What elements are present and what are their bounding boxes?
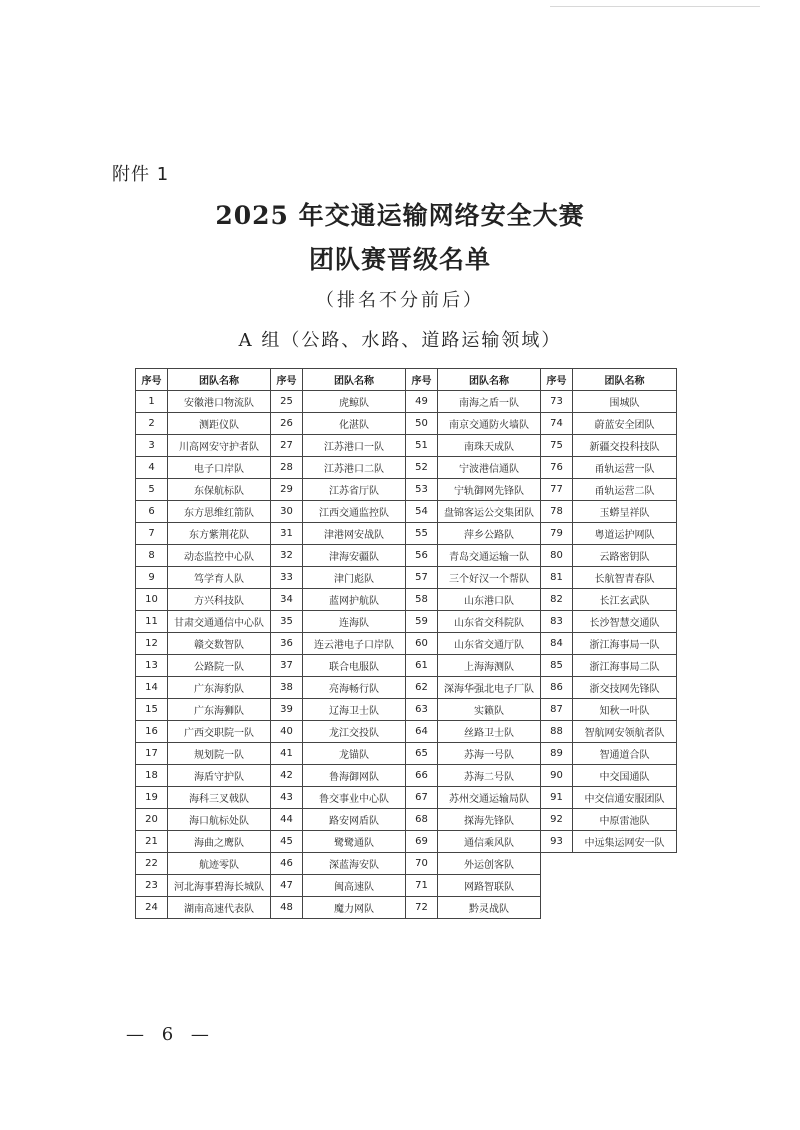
team-name: 实籁队 (438, 699, 541, 721)
team-number: 84 (541, 633, 573, 655)
team-number: 8 (136, 545, 168, 567)
header-team-name: 团队名称 (573, 369, 677, 391)
team-name: 南珠天成队 (438, 435, 541, 457)
team-name: 笃学育人队 (168, 567, 271, 589)
team-number: 24 (136, 897, 168, 919)
team-number: 17 (136, 743, 168, 765)
team-number: 60 (406, 633, 438, 655)
team-number: 73 (541, 391, 573, 413)
team-number: 43 (271, 787, 303, 809)
team-number: 50 (406, 413, 438, 435)
team-number: 54 (406, 501, 438, 523)
team-number: 25 (271, 391, 303, 413)
team-name: 江西交通监控队 (303, 501, 406, 523)
header-team-name: 团队名称 (303, 369, 406, 391)
team-number: 67 (406, 787, 438, 809)
team-number: 19 (136, 787, 168, 809)
team-name: 粤道运护网队 (573, 523, 677, 545)
team-name: 宁轨御网先锋队 (438, 479, 541, 501)
team-number: 53 (406, 479, 438, 501)
team-number: 13 (136, 655, 168, 677)
team-number: 38 (271, 677, 303, 699)
team-name: 电子口岸队 (168, 457, 271, 479)
team-name: 苏海二号队 (438, 765, 541, 787)
team-name: 龙江交投队 (303, 721, 406, 743)
team-number: 44 (271, 809, 303, 831)
group-heading: A 组（公路、水路、道路运输领域） (238, 330, 562, 351)
team-name: 连海队 (303, 611, 406, 633)
team-number: 7 (136, 523, 168, 545)
team-number: 74 (541, 413, 573, 435)
team-number: 45 (271, 831, 303, 853)
team-name: 浙交技网先锋队 (573, 677, 677, 699)
team-number: 30 (271, 501, 303, 523)
header-team-name: 团队名称 (168, 369, 271, 391)
team-name: 智通道合队 (573, 743, 677, 765)
table-row (136, 677, 677, 699)
team-name: 海科三叉戟队 (168, 787, 271, 809)
team-name: 山东省交通厅队 (438, 633, 541, 655)
team-number: 76 (541, 457, 573, 479)
team-number: 68 (406, 809, 438, 831)
team-number: 34 (271, 589, 303, 611)
team-number: 31 (271, 523, 303, 545)
team-name: 云路密钥队 (573, 545, 677, 567)
team-number: 52 (406, 457, 438, 479)
team-name: 津港网安战队 (303, 523, 406, 545)
team-number: 3 (136, 435, 168, 457)
team-name: 动态监控中心队 (168, 545, 271, 567)
team-number: 70 (406, 853, 438, 875)
team-number: 22 (136, 853, 168, 875)
team-number: 37 (271, 655, 303, 677)
team-number: 23 (136, 875, 168, 897)
team-table-wrapper (135, 368, 677, 919)
team-number: 63 (406, 699, 438, 721)
team-number: 58 (406, 589, 438, 611)
team-number: 72 (406, 897, 438, 919)
empty-cell (541, 853, 677, 875)
team-name: 海盾守护队 (168, 765, 271, 787)
team-number: 49 (406, 391, 438, 413)
team-number: 40 (271, 721, 303, 743)
team-number: 77 (541, 479, 573, 501)
team-number: 59 (406, 611, 438, 633)
team-table (135, 368, 677, 919)
team-name: 东保航标队 (168, 479, 271, 501)
team-name: 海口航标处队 (168, 809, 271, 831)
table-header-row (136, 369, 677, 391)
team-name: 智航网安领航者队 (573, 721, 677, 743)
table-row (136, 743, 677, 765)
table-row (136, 479, 677, 501)
team-number: 61 (406, 655, 438, 677)
team-name: 湖南高速代表队 (168, 897, 271, 919)
header-no: 序号 (271, 369, 303, 391)
team-number: 18 (136, 765, 168, 787)
team-name: 亮海畅行队 (303, 677, 406, 699)
team-number: 14 (136, 677, 168, 699)
team-name: 通信乘风队 (438, 831, 541, 853)
table-row (136, 721, 677, 743)
team-name: 赣交数智队 (168, 633, 271, 655)
team-number: 32 (271, 545, 303, 567)
team-name: 蓝网护航队 (303, 589, 406, 611)
team-number: 86 (541, 677, 573, 699)
document-title-line-2: 团队赛晋级名单 (308, 245, 491, 274)
team-name: 甘肃交通通信中心队 (168, 611, 271, 633)
team-name: 长沙智慧交通队 (573, 611, 677, 633)
table-row (136, 545, 677, 567)
team-number: 75 (541, 435, 573, 457)
team-number: 11 (136, 611, 168, 633)
document-title-line-1: 2025 年交通运输网络安全大赛 (215, 201, 585, 230)
team-number: 62 (406, 677, 438, 699)
team-name: 鹭鹭通队 (303, 831, 406, 853)
team-name: 围城队 (573, 391, 677, 413)
team-name: 化湛队 (303, 413, 406, 435)
team-number: 93 (541, 831, 573, 853)
team-number: 4 (136, 457, 168, 479)
team-name: 网路智联队 (438, 875, 541, 897)
team-number: 65 (406, 743, 438, 765)
team-name: 联合电服队 (303, 655, 406, 677)
team-name: 东方思维红箭队 (168, 501, 271, 523)
team-number: 48 (271, 897, 303, 919)
team-name: 盘锦客运公交集团队 (438, 501, 541, 523)
empty-cell (541, 875, 677, 897)
team-number: 15 (136, 699, 168, 721)
team-name: 路安网盾队 (303, 809, 406, 831)
team-number: 47 (271, 875, 303, 897)
table-row (136, 457, 677, 479)
team-name: 中原雷池队 (573, 809, 677, 831)
table-row (136, 853, 677, 875)
team-number: 71 (406, 875, 438, 897)
team-number: 66 (406, 765, 438, 787)
team-name: 广西交职院一队 (168, 721, 271, 743)
team-number: 21 (136, 831, 168, 853)
team-name: 辽海卫士队 (303, 699, 406, 721)
team-number: 55 (406, 523, 438, 545)
table-row (136, 787, 677, 809)
team-name: 新疆交投科技队 (573, 435, 677, 457)
team-name: 浙江海事局一队 (573, 633, 677, 655)
team-name: 长江玄武队 (573, 589, 677, 611)
team-table-body (136, 391, 677, 919)
team-number: 42 (271, 765, 303, 787)
team-number: 41 (271, 743, 303, 765)
team-name: 广东海狮队 (168, 699, 271, 721)
table-row (136, 655, 677, 677)
table-row (136, 897, 677, 919)
team-name: 东方紫荆花队 (168, 523, 271, 545)
table-row (136, 611, 677, 633)
team-number: 51 (406, 435, 438, 457)
team-name: 萍乡公路队 (438, 523, 541, 545)
page-number: — 6 — (126, 1024, 215, 1045)
top-rule (550, 6, 760, 7)
empty-cell (541, 897, 677, 919)
team-number: 33 (271, 567, 303, 589)
team-name: 广东海豹队 (168, 677, 271, 699)
team-number: 88 (541, 721, 573, 743)
team-name: 中远集运网安一队 (573, 831, 677, 853)
team-number: 89 (541, 743, 573, 765)
team-number: 81 (541, 567, 573, 589)
team-number: 10 (136, 589, 168, 611)
team-name: 深蓝海安队 (303, 853, 406, 875)
team-name: 玉蟒呈祥队 (573, 501, 677, 523)
team-name: 南海之盾一队 (438, 391, 541, 413)
table-row (136, 699, 677, 721)
table-row (136, 567, 677, 589)
team-name: 虎鲸队 (303, 391, 406, 413)
team-name: 海曲之鹰队 (168, 831, 271, 853)
team-name: 青岛交通运输一队 (438, 545, 541, 567)
team-number: 2 (136, 413, 168, 435)
header-no: 序号 (136, 369, 168, 391)
document-subtitle: （排名不分前后） (316, 290, 484, 311)
team-number: 85 (541, 655, 573, 677)
table-row (136, 391, 677, 413)
team-name: 外运创客队 (438, 853, 541, 875)
team-number: 80 (541, 545, 573, 567)
team-name: 规划院一队 (168, 743, 271, 765)
table-row (136, 589, 677, 611)
team-name: 河北海事碧海长城队 (168, 875, 271, 897)
team-number: 36 (271, 633, 303, 655)
team-name: 安徽港口物流队 (168, 391, 271, 413)
team-name: 航迹零队 (168, 853, 271, 875)
team-name: 龙锚队 (303, 743, 406, 765)
team-name: 山东港口队 (438, 589, 541, 611)
team-name: 蔚蓝安全团队 (573, 413, 677, 435)
team-name: 津海安疆队 (303, 545, 406, 567)
team-name: 探海先锋队 (438, 809, 541, 831)
team-name: 魔力网队 (303, 897, 406, 919)
team-name: 江苏港口二队 (303, 457, 406, 479)
team-name: 闽高速队 (303, 875, 406, 897)
team-name: 连云港电子口岸队 (303, 633, 406, 655)
team-number: 26 (271, 413, 303, 435)
team-number: 28 (271, 457, 303, 479)
team-name: 甬轨运营二队 (573, 479, 677, 501)
header-no: 序号 (541, 369, 573, 391)
table-row (136, 413, 677, 435)
team-number: 90 (541, 765, 573, 787)
team-name: 江苏省厅队 (303, 479, 406, 501)
team-number: 87 (541, 699, 573, 721)
team-name: 南京交通防火墙队 (438, 413, 541, 435)
team-number: 56 (406, 545, 438, 567)
table-row (136, 523, 677, 545)
team-number: 83 (541, 611, 573, 633)
table-row (136, 501, 677, 523)
attachment-label: 附件 1 (112, 164, 170, 185)
team-name: 山东省交科院队 (438, 611, 541, 633)
team-name: 公路院一队 (168, 655, 271, 677)
team-name: 宁波港信通队 (438, 457, 541, 479)
team-name: 测距仪队 (168, 413, 271, 435)
team-number: 1 (136, 391, 168, 413)
team-name: 津门彪队 (303, 567, 406, 589)
team-number: 6 (136, 501, 168, 523)
team-number: 79 (541, 523, 573, 545)
team-name: 江苏港口一队 (303, 435, 406, 457)
team-number: 20 (136, 809, 168, 831)
team-name: 知秋一叶队 (573, 699, 677, 721)
team-number: 91 (541, 787, 573, 809)
team-name: 中交信通安服团队 (573, 787, 677, 809)
team-name: 黔灵战队 (438, 897, 541, 919)
team-name: 鲁海御网队 (303, 765, 406, 787)
table-row (136, 875, 677, 897)
team-number: 39 (271, 699, 303, 721)
team-name: 上海海测队 (438, 655, 541, 677)
team-number: 64 (406, 721, 438, 743)
team-number: 9 (136, 567, 168, 589)
team-number: 5 (136, 479, 168, 501)
team-number: 12 (136, 633, 168, 655)
table-row (136, 435, 677, 457)
team-name: 方兴科技队 (168, 589, 271, 611)
table-row (136, 809, 677, 831)
team-name: 甬轨运营一队 (573, 457, 677, 479)
team-number: 29 (271, 479, 303, 501)
table-row (136, 633, 677, 655)
team-name: 丝路卫士队 (438, 721, 541, 743)
team-name: 三个好汉一个帮队 (438, 567, 541, 589)
team-name: 长航智青春队 (573, 567, 677, 589)
team-name: 苏州交通运输局队 (438, 787, 541, 809)
team-name: 浙江海事局二队 (573, 655, 677, 677)
team-number: 46 (271, 853, 303, 875)
header-no: 序号 (406, 369, 438, 391)
team-number: 27 (271, 435, 303, 457)
team-number: 16 (136, 721, 168, 743)
table-row (136, 831, 677, 853)
team-number: 57 (406, 567, 438, 589)
team-number: 78 (541, 501, 573, 523)
header-team-name: 团队名称 (438, 369, 541, 391)
team-name: 鲁交事业中心队 (303, 787, 406, 809)
team-name: 苏海一号队 (438, 743, 541, 765)
team-number: 35 (271, 611, 303, 633)
team-name: 川高网安守护者队 (168, 435, 271, 457)
team-number: 92 (541, 809, 573, 831)
team-number: 82 (541, 589, 573, 611)
team-name: 中交国通队 (573, 765, 677, 787)
team-number: 69 (406, 831, 438, 853)
table-row (136, 765, 677, 787)
team-name: 深海华强北电子厂队 (438, 677, 541, 699)
